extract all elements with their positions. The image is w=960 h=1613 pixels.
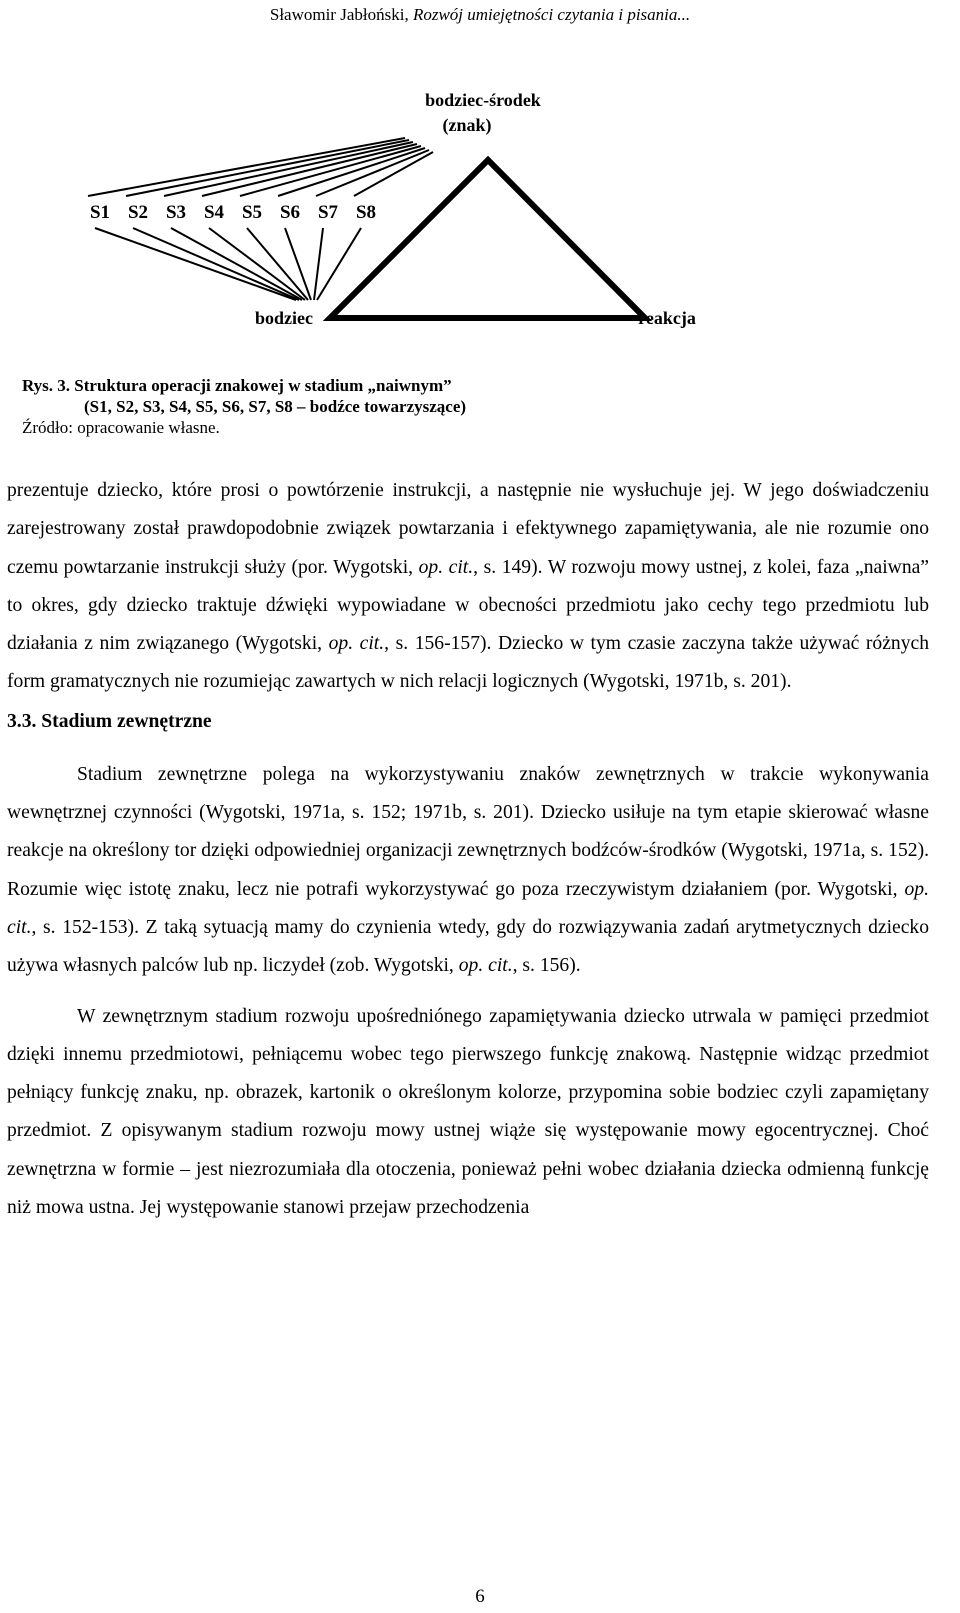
- stimulus-labels: [90, 202, 376, 223]
- stimulus-label-s1: S1: [89, 202, 111, 223]
- stimulus-label-s7: S7: [317, 202, 339, 223]
- stimulus-lower-line-s2: [133, 228, 299, 300]
- figure-caption: [22, 375, 466, 438]
- stimulus-upper-line-s7: [316, 150, 429, 196]
- stimulus-upper-line-s1: [88, 138, 405, 196]
- stimulus-label-s4: S4: [203, 202, 225, 223]
- paragraph-3: [7, 998, 929, 1228]
- stimulus-label-s8: S8: [355, 202, 377, 223]
- bottom-left-label: bodziec: [255, 308, 313, 328]
- header-author: Sławomir Jabłoński,: [269, 5, 409, 24]
- stimulus-upper-line-s3: [164, 142, 413, 196]
- p1-run-2: , s. 149). W rozwoju mowy ustnej, z kolei, faza „naiwna” to okres, gdy dziecko traktuje dźwięki wypowiadane w obecności przedmiotu jako cechy tego przedmiotu lub działania z nim związanego (Wygotski,: [7, 556, 930, 655]
- page-number: 6: [475, 1586, 485, 1607]
- stimulus-label-s6: S6: [279, 202, 301, 223]
- stimulus-lower-line-s7: [314, 228, 323, 300]
- stimulus-label-s3: S3: [165, 202, 187, 223]
- section-heading: 3.3. Stadium zewnętrzne: [7, 710, 212, 732]
- stimulus-lower-line-s1: [95, 228, 296, 300]
- p2-run-3: op. cit.: [458, 955, 513, 977]
- top-label-line1: bodziec-środek: [425, 90, 541, 110]
- stimulus-label-s5: S5: [241, 202, 263, 223]
- p1-run-1: op. cit.: [418, 556, 474, 578]
- stimulus-lower-line-s8: [317, 228, 361, 300]
- caption-title: Rys. 3. Struktura operacji znakowej w stadium „naiwnym”: [22, 376, 452, 395]
- p2-run-0: Stadium zewnętrzne polega na wykorzystywaniu znaków zewnętrznych w trakcie wykonywania wewnętrznej czynności (Wygotski, 1971a, s. 152; 1971b, s. 201). Dziecko usiłuje na tym etapie skierować własne reakcje na określony tor dzięki odpowiedniej organizacji zewnętrznych bodźców-środków (Wygotski, 1971a, s. 152). Rozumie więc istotę znaku, lecz nie potrafi wykorzystywać go poza rzeczywistym działaniem (por. Wygotski,: [7, 763, 929, 900]
- bottom-right-label: reakcja: [638, 308, 696, 328]
- stimulus-lower-line-s3: [171, 228, 302, 300]
- p1-run-0: prezentuje dziecko, które prosi o powtórzenie instrukcji, a następnie nie wysłuchuje jej. W jego doświadczeniu zarejestrowany został prawdopodobnie związek powtarzania i efektywnego zapamiętywania, ale nie rozumie ono czemu powtarzanie instrukcji służy (por. Wygotski,: [7, 480, 929, 578]
- p1-run-4: , s. 156-157). Dziecko w tym czasie zaczyna także używać różnych form gramatycznych nie rozumiejąc zawartych w nich relacji logicznych (Wygotski, 1971b, s. 201).: [7, 633, 930, 693]
- header-title: Rozwój umiejętności czytania i pisania...: [412, 5, 691, 24]
- stimulus-label-s2: S2: [127, 202, 149, 223]
- body-text: [7, 472, 929, 1227]
- top-label-line2: (znak): [442, 115, 492, 135]
- p1-run-3: op. cit.: [328, 633, 385, 655]
- stimulus-upper-line-s5: [240, 146, 421, 196]
- caption-source: Źródło: opracowanie własne.: [22, 418, 220, 437]
- paragraph-2: [7, 756, 929, 986]
- sign-operation-diagram: [0, 0, 960, 340]
- p2-run-2: , s. 152-153). Z taką sytuacją mamy do czynienia wtedy, gdy do rozwiązywania zadań arytmetycznych dziecko używa własnych palców lub np. liczydeł (zob. Wygotski,: [7, 916, 929, 977]
- paragraph-1: [7, 472, 929, 702]
- caption-legend: (S1, S2, S3, S4, S5, S6, S7, S8 – bodźce towarzyszące): [84, 397, 467, 416]
- p2-run-1: op. cit.: [7, 878, 929, 938]
- p3-run-0: W zewnętrznym stadium rozwoju upośredniónego zapamiętywania dziecko utrwala w pamięci przedmiot dzięki innemu przedmiotowi, pełniącemu wobec tego pierwszego funkcję znakową. Następnie widząc przedmiot pełniący funkcję znaku, np. obrazek, kartonik o określonym kolorze, przypomina sobie bodziec czyli zapamiętany przedmiot. Z opisywanym stadium rozwoju mowy ustnej wiąże się występowanie mowy egocentrycznej. Choć zewnętrzna w formie – jest niezrozumiała dla otoczenia, ponieważ pełni wobec działania dziecka odmienną funkcję niż mowa ustna. Jej występowanie stanowi przejaw przechodzenia: [7, 1005, 929, 1219]
- p2-run-4: , s. 156).: [512, 955, 581, 977]
